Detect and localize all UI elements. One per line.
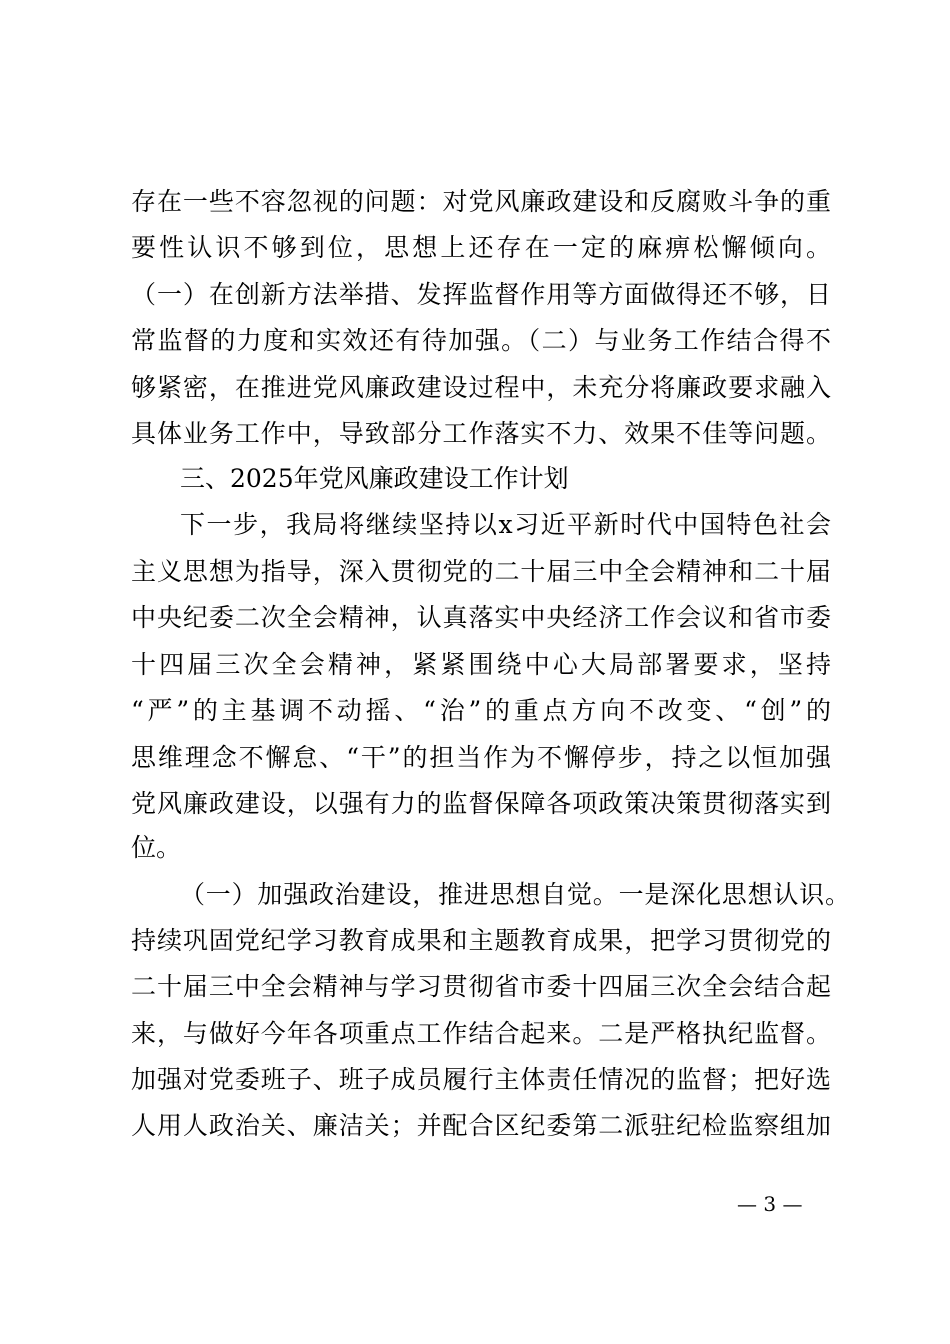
body-text-line: 具体业务工作中，导致部分工作落实不力、效果不佳等问题。 [131,419,831,448]
body-text-line: 存在一些不容忽视的问题：对党风廉政建设和反腐败斗争的重 [131,187,831,216]
body-text-line: 二十届三中全会精神与学习贯彻省市委十四届三次全会结合起 [131,972,831,1001]
body-text-line: 主义思想为指导，深入贯彻党的二十届三中全会精神和二十届 [131,557,831,586]
body-text-line: 中央纪委二次全会精神，认真落实中央经济工作会议和省市委 [131,603,831,632]
section-heading: 三、2025年党风廉政建设工作计划 [180,464,569,493]
body-text-line: 常监督的力度和实效还有待加强。（二）与业务工作结合得不 [131,326,831,355]
body-text-line: 十四届三次全会精神，紧紧围绕中心大局部署要求，坚持 [131,650,831,679]
body-text-line: 要性认识不够到位，思想上还存在一定的麻痹松懈倾向。 [131,233,831,262]
body-text-line: 党风廉政建设，以强有力的监督保障各项政策决策贯彻落实到 [131,789,831,818]
body-text-line: 来，与做好今年各项重点工作结合起来。二是严格执纪监督。 [131,1019,831,1048]
body-text-line: 持续巩固党纪学习教育成果和主题教育成果，把学习贯彻党的 [131,926,831,955]
body-text-line: （一）加强政治建设，推进思想自觉。一是深化思想认识。 [180,880,850,909]
page-number: — 3 — [737,1192,803,1216]
body-text-line: 加强对党委班子、班子成员履行主体责任情况的监督；把好选 [131,1065,831,1094]
body-text-line: 位。 [131,833,182,862]
body-text-line: 人用人政治关、廉洁关；并配合区纪委第二派驻纪检监察组加 [131,1111,831,1140]
body-text-line: 下一步，我局将继续坚持以x习近平新时代中国特色社会 [180,510,831,539]
body-text-line: “严”的主基调不动摇、“治”的重点方向不改变、“创”的 [131,696,831,725]
body-text-line: 够紧密，在推进党风廉政建设过程中，未充分将廉政要求融入 [131,373,831,402]
body-text-line: 思维理念不懈怠、“干”的担当作为不懈停步，持之以恒加强 [131,743,831,772]
body-text-line: （一）在创新方法举措、发挥监督作用等方面做得还不够，日 [131,280,831,309]
